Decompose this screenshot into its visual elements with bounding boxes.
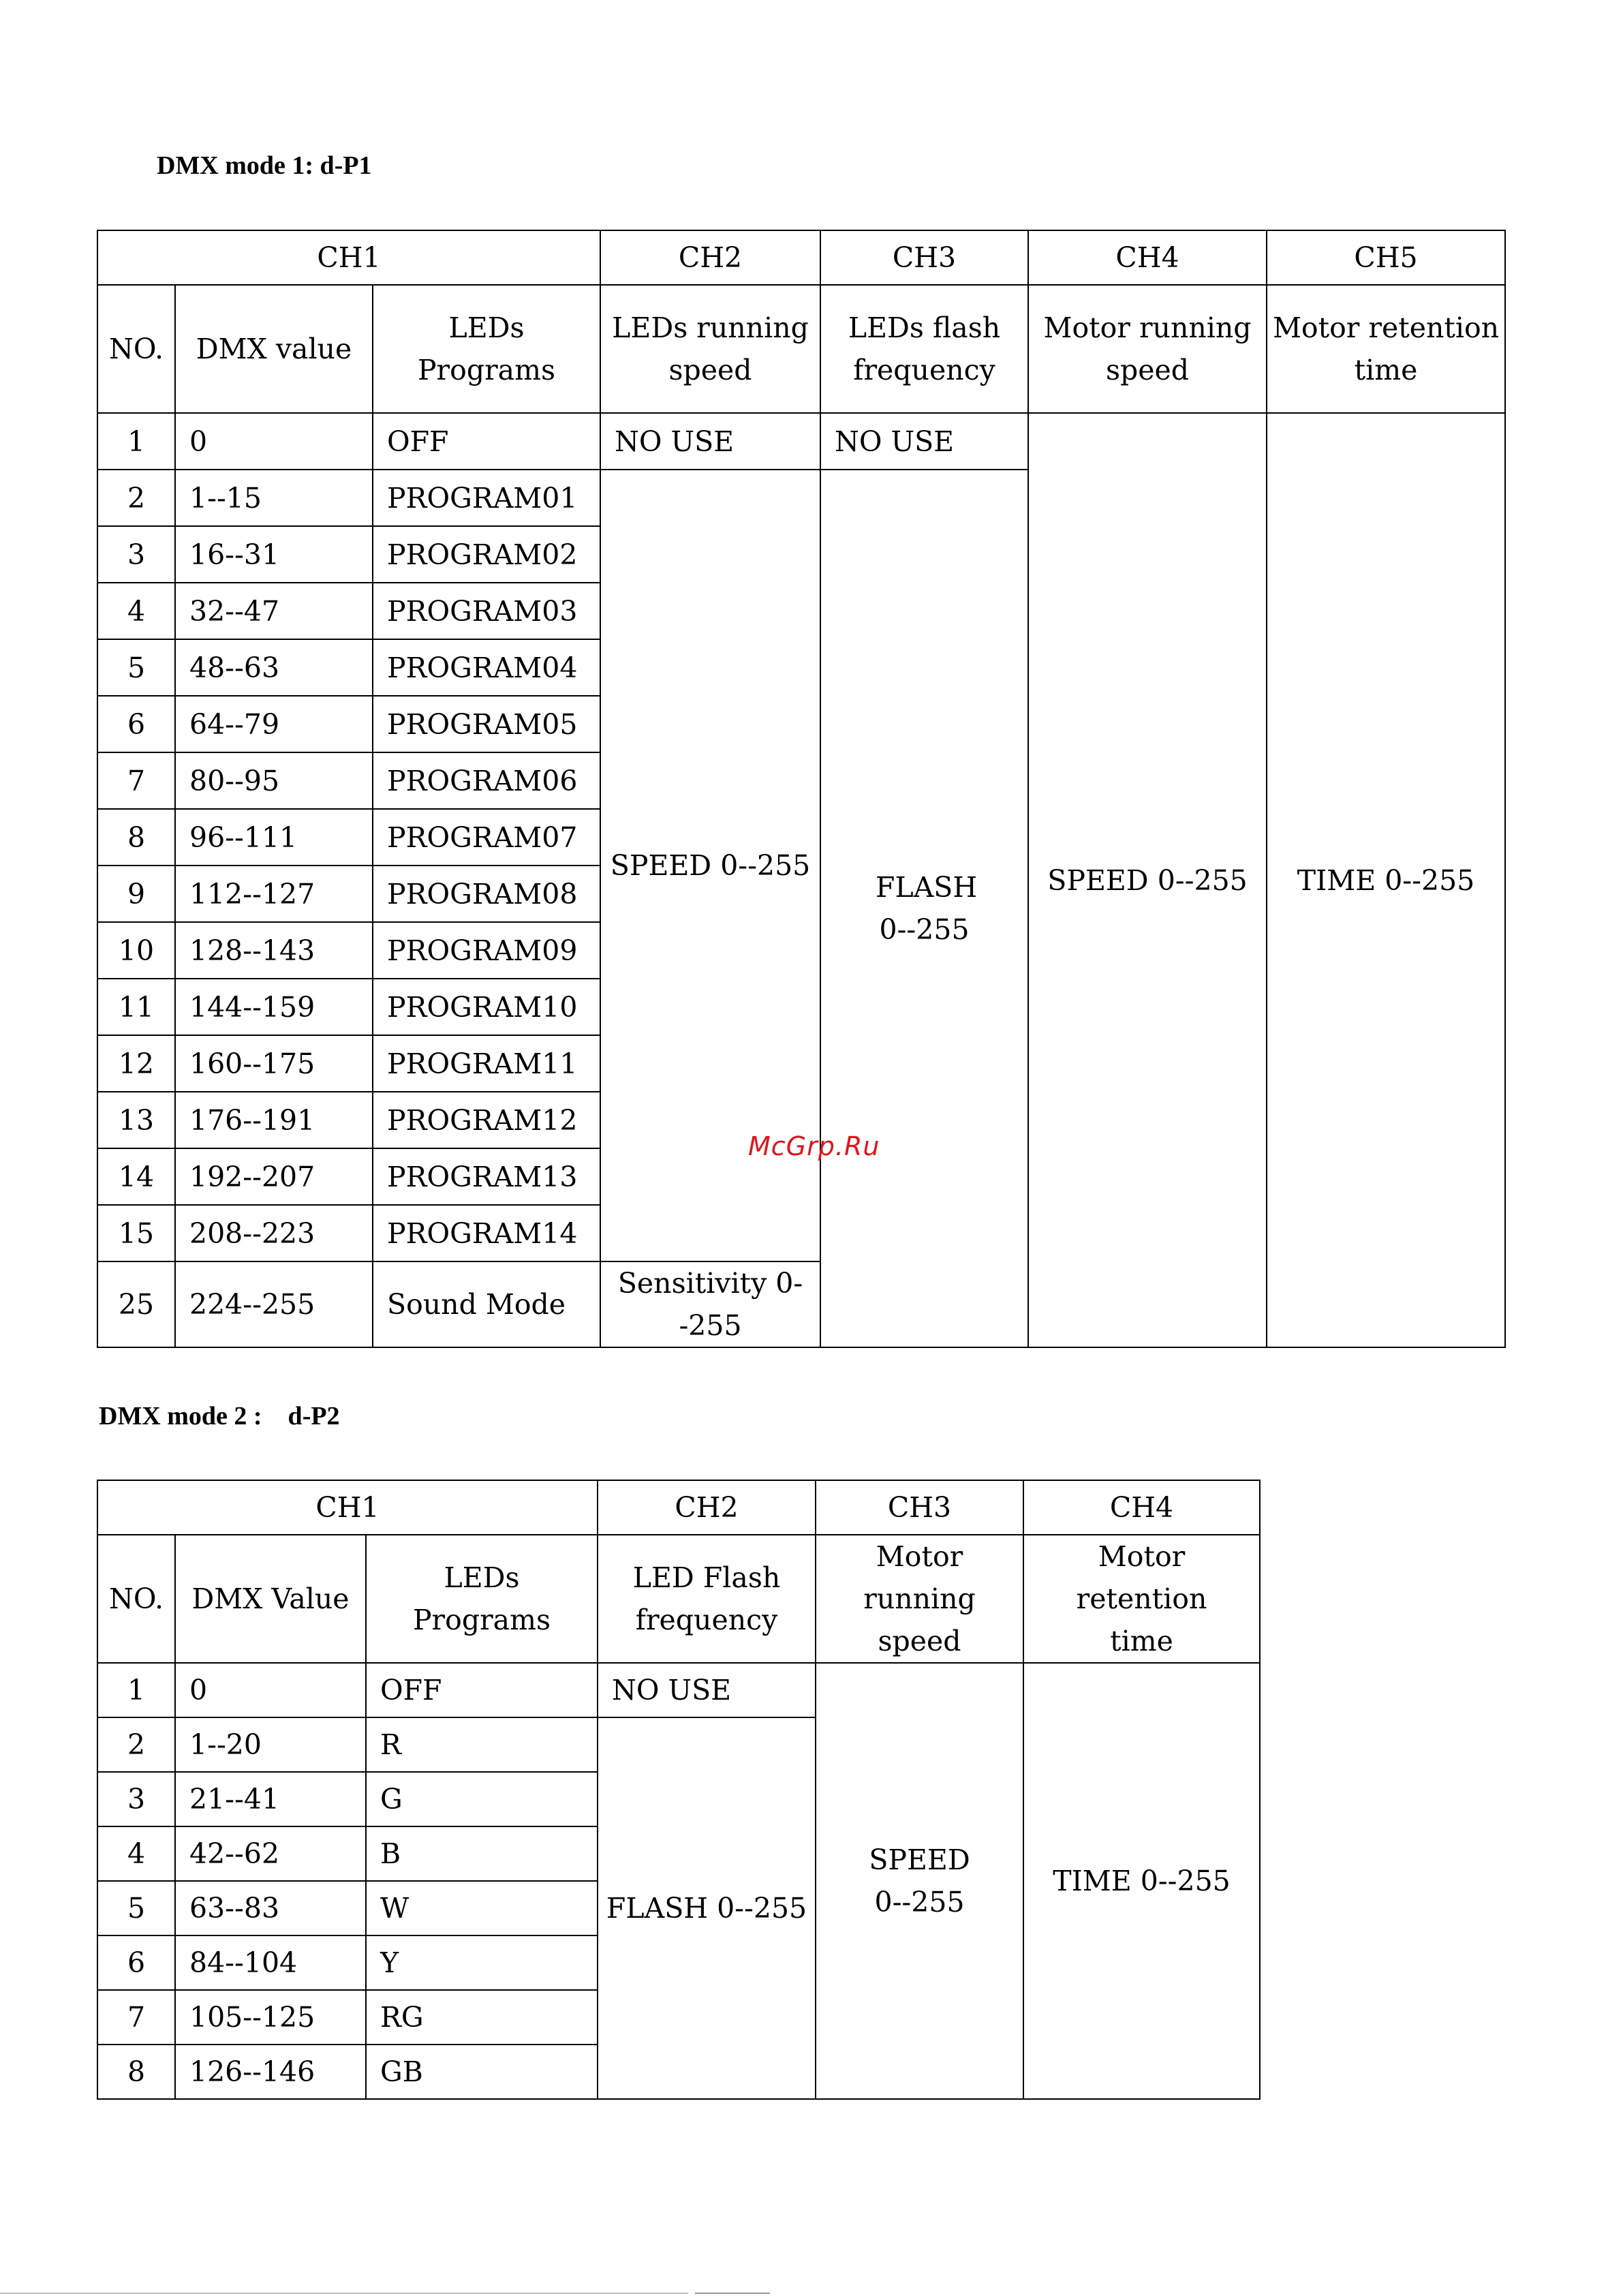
ch2-function-header: LED Flash frequency [598,1535,816,1663]
row-program: PROGRAM06 [373,752,600,809]
ch2-range-cell: FLASH 0--255 [598,1717,816,2099]
row-no: 11 [97,979,175,1035]
row-no: 25 [97,1261,175,1347]
ch3-range-cell: SPEED 0--255 [816,1663,1023,2099]
ch2-header: CH2 [600,230,820,285]
row-program: PROGRAM08 [373,866,600,922]
row-no: 2 [97,1717,175,1772]
row-dmx-value: 48--63 [175,639,373,696]
row-dmx-value: 0 [175,413,373,470]
row-dmx-value: 0 [175,1663,366,1717]
row-no: 1 [97,413,175,470]
row-no: 3 [97,1772,175,1826]
ch4-header: CH4 [1028,230,1267,285]
ch2-header: CH2 [598,1480,816,1535]
row-program: OFF [366,1663,598,1717]
row-program: PROGRAM01 [373,470,600,526]
row-dmx-value: 64--79 [175,696,373,752]
row-no: 4 [97,1826,175,1881]
row-program: PROGRAM03 [373,583,600,639]
row-program: G [366,1772,598,1826]
row-dmx-value: 1--15 [175,470,373,526]
row-dmx-value: 112--127 [175,866,373,922]
channel-header-row [97,230,1505,285]
row-no: 13 [97,1092,175,1148]
row-no: 8 [97,809,175,866]
ch2-function-header: LEDs running speed [600,285,820,413]
ch1-header: CH1 [97,1480,598,1535]
ch4-range-cell: TIME 0--255 [1023,1663,1260,2099]
row-dmx-value: 42--62 [175,1826,366,1881]
row-dmx-value: 160--175 [175,1035,373,1092]
row-dmx-value: 32--47 [175,583,373,639]
row-program: W [366,1881,598,1935]
row-dmx-value: 105--125 [175,1990,366,2045]
ch1-header: CH1 [97,230,600,285]
programs-header: LEDs Programs [373,285,600,413]
row-no: 4 [97,583,175,639]
row-no: 7 [97,1990,175,2045]
footer-rule-short [695,2293,770,2294]
table-row [97,1663,1260,1717]
row-no: 15 [97,1205,175,1261]
row-program: PROGRAM04 [373,639,600,696]
ch3-off-cell: NO USE [820,413,1028,470]
ch2-off-cell: NO USE [600,413,820,470]
row-program: PROGRAM10 [373,979,600,1035]
row-dmx-value: 63--83 [175,1881,366,1935]
no-header: NO. [97,1535,175,1663]
ch5-function-header: Motor retention time [1267,285,1505,413]
row-program: PROGRAM11 [373,1035,600,1092]
row-dmx-value: 126--146 [175,2045,366,2099]
programs-header: LEDs Programs [366,1535,598,1663]
footer-rule [0,2293,688,2294]
row-program: PROGRAM09 [373,922,600,979]
row-no: 10 [97,922,175,979]
row-program: R [366,1717,598,1772]
ch2-off-cell: NO USE [598,1663,816,1717]
row-no: 6 [97,1935,175,1990]
row-program: PROGRAM07 [373,809,600,866]
row-program: OFF [373,413,600,470]
row-program: GB [366,2045,598,2099]
dmx-mode1-table [97,230,1506,1348]
row-program: PROGRAM13 [373,1148,600,1205]
column-header-row [97,1535,1260,1663]
dmx-value-header: DMX value [175,285,373,413]
row-dmx-value: 96--111 [175,809,373,866]
watermark: McGrp.Ru [748,1131,880,1161]
row-no: 7 [97,752,175,809]
row-program: RG [366,1990,598,2045]
row-no: 12 [97,1035,175,1092]
row-dmx-value: 192--207 [175,1148,373,1205]
ch4-range-cell: SPEED 0--255 [1028,413,1267,1347]
ch2-sensitivity-cell: Sensitivity 0--255 [600,1261,820,1347]
row-dmx-value: 208--223 [175,1205,373,1261]
mode1-title: DMX mode 1: d-P1 [157,151,372,180]
row-dmx-value: 80--95 [175,752,373,809]
row-dmx-value: 144--159 [175,979,373,1035]
ch4-function-header: Motor running speed [1028,285,1267,413]
row-program: PROGRAM12 [373,1092,600,1148]
ch4-function-header: Motor retention time [1023,1535,1260,1663]
no-header: NO. [97,285,175,413]
dmx-value-header: DMX Value [175,1535,366,1663]
row-program: Sound Mode [373,1261,600,1347]
row-no: 2 [97,470,175,526]
row-program: B [366,1826,598,1881]
row-dmx-value: 16--31 [175,526,373,583]
row-no: 9 [97,866,175,922]
ch5-range-cell: TIME 0--255 [1267,413,1505,1347]
channel-header-row [97,1480,1260,1535]
table-row [97,413,1505,470]
row-no: 1 [97,1663,175,1717]
row-program: PROGRAM02 [373,526,600,583]
mode2-title: DMX mode 2 : d-P2 [99,1402,340,1430]
row-no: 5 [97,639,175,696]
row-no: 8 [97,2045,175,2099]
row-no: 14 [97,1148,175,1205]
row-dmx-value: 21--41 [175,1772,366,1826]
row-program: PROGRAM14 [373,1205,600,1261]
ch3-function-header: LEDs flash frequency [820,285,1028,413]
row-program: PROGRAM05 [373,696,600,752]
ch2-range-cell: SPEED 0--255 [600,470,820,1261]
ch3-header: CH3 [816,1480,1023,1535]
row-dmx-value: 224--255 [175,1261,373,1347]
row-dmx-value: 1--20 [175,1717,366,1772]
row-program: Y [366,1935,598,1990]
row-dmx-value: 176--191 [175,1092,373,1148]
column-header-row [97,285,1505,413]
ch3-header: CH3 [820,230,1028,285]
row-dmx-value: 84--104 [175,1935,366,1990]
row-no: 6 [97,696,175,752]
row-no: 3 [97,526,175,583]
row-no: 5 [97,1881,175,1935]
dmx-mode2-table [97,1480,1261,2100]
ch3-range-cell: FLASH 0--255 [820,470,1028,1347]
ch3-function-header: Motor running speed [816,1535,1023,1663]
ch5-header: CH5 [1267,230,1505,285]
ch4-header: CH4 [1023,1480,1260,1535]
row-dmx-value: 128--143 [175,922,373,979]
